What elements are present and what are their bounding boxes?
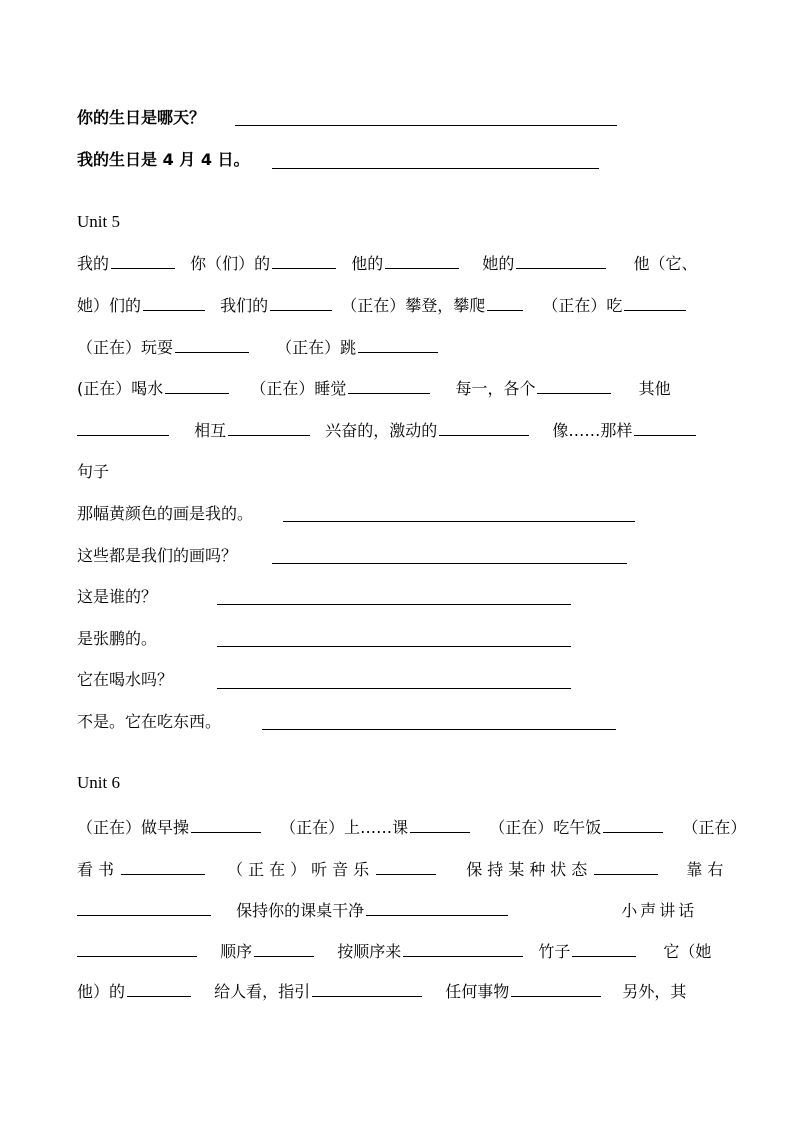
vocab-word: (正在）喝水	[77, 379, 164, 398]
vocab-word: 按顺序来	[337, 942, 402, 961]
answer-blank[interactable]	[439, 421, 529, 436]
sentence-prompt: 这些都是我们的画吗？	[77, 546, 238, 565]
answer-blank[interactable]	[283, 521, 635, 522]
sentence-prompt: 不是。它在吃东西。	[77, 712, 222, 731]
vocab-word: （正在）玩耍	[77, 338, 174, 357]
answer-blank[interactable]	[272, 254, 336, 269]
answer-blank[interactable]	[143, 296, 205, 311]
vocab-word: （正在）吃午饭	[489, 818, 602, 837]
answer-blank[interactable]	[254, 942, 314, 957]
answer-blank[interactable]	[624, 296, 686, 311]
vocab-word: （正在）跳	[276, 338, 357, 357]
vocab-word: （正在）做早操	[77, 818, 190, 837]
sentence-prompt: 是张鹏的。	[77, 629, 158, 648]
answer-blank[interactable]	[121, 860, 205, 875]
answer-blank[interactable]	[217, 688, 571, 689]
vocab-word: 任何事物	[445, 982, 510, 1001]
vocab-word: 她的	[482, 254, 515, 273]
vocab-word: （正在）吃	[542, 296, 623, 315]
vocab-word: （正在）上……课	[280, 818, 409, 837]
sentences-heading: 句子	[77, 462, 110, 481]
vocab-word: 顺序	[220, 942, 253, 961]
answer-blank[interactable]	[175, 338, 249, 353]
sentence-row	[77, 504, 253, 524]
unit5-vocab-row-5	[77, 421, 696, 441]
vocab-word: 相互	[194, 421, 227, 440]
vocab-word: （正在）睡觉	[250, 379, 347, 398]
answer-blank[interactable]	[191, 818, 261, 833]
answer-blank[interactable]	[537, 379, 611, 394]
vocab-word: 兴奋的，激动的	[325, 421, 438, 440]
answer-blank[interactable]	[270, 296, 332, 311]
sentence-prompt: 它在喝水吗？	[77, 670, 174, 689]
answer-blank[interactable]	[217, 646, 571, 647]
unit6-vocab-row-1	[77, 818, 746, 838]
vocab-word: 保持你的课桌干净	[236, 901, 365, 920]
answer-blank[interactable]	[165, 379, 229, 394]
unit5-vocab-row-2	[77, 296, 686, 316]
answer-blank[interactable]	[376, 860, 436, 875]
answer-blank[interactable]	[111, 254, 175, 269]
vocab-word: 像……那样	[552, 421, 633, 440]
vocab-word: 靠右	[686, 860, 729, 879]
sentence-row	[77, 629, 157, 649]
sentence-row	[77, 587, 157, 607]
sentence-row	[77, 670, 173, 690]
answer-blank[interactable]	[403, 942, 523, 957]
answer-blank[interactable]	[312, 982, 422, 997]
unit5-heading: Unit 5	[77, 212, 120, 231]
unit5-vocab-row-3	[77, 338, 438, 358]
sentence-row	[77, 546, 237, 566]
birthday-answer-line	[77, 150, 250, 170]
vocab-word: 看书	[77, 860, 120, 879]
vocab-word: 小声讲话	[621, 901, 698, 920]
answer-blank[interactable]	[272, 563, 627, 564]
answer-blank[interactable]	[262, 729, 616, 730]
vocab-word: 给人看，指引	[214, 982, 311, 1001]
sentence-row	[77, 712, 221, 732]
unit5-vocab-row-4	[77, 379, 671, 399]
answer-blank[interactable]	[217, 604, 571, 605]
unit6-vocab-row-3	[77, 901, 697, 921]
vocab-word: 她）们的	[77, 296, 142, 315]
vocab-word: （正在）攀登，攀爬	[341, 296, 486, 315]
answer-blank[interactable]	[358, 338, 438, 353]
birthday-question-line	[77, 108, 205, 128]
answer-blank[interactable]	[366, 901, 508, 916]
answer-blank[interactable]	[634, 421, 696, 436]
answer-blank[interactable]	[228, 421, 310, 436]
answer-blank[interactable]	[348, 379, 430, 394]
answer-blank[interactable]	[385, 254, 459, 269]
answer-blank[interactable]	[511, 982, 601, 997]
vocab-word: 我的	[77, 254, 110, 273]
answer-blank[interactable]	[235, 125, 617, 126]
answer-blank[interactable]	[77, 421, 169, 436]
birthday-answer: 我的生日是 4 月 4 日。	[77, 150, 250, 169]
unit6-vocab-row-4	[77, 942, 711, 962]
vocab-word: （正在）	[682, 818, 747, 837]
answer-blank[interactable]	[272, 168, 599, 169]
answer-blank[interactable]	[77, 942, 197, 957]
answer-blank[interactable]	[603, 818, 663, 833]
birthday-question: 你的生日是哪天？	[77, 108, 206, 127]
answer-blank[interactable]	[572, 942, 636, 957]
vocab-word: 竹子	[538, 942, 571, 961]
vocab-word: 其他	[638, 379, 671, 398]
unit6-heading: Unit 6	[77, 773, 120, 792]
answer-blank[interactable]	[487, 296, 523, 311]
answer-blank[interactable]	[516, 254, 606, 269]
sentence-prompt: 那幅黄颜色的画是我的。	[77, 504, 254, 523]
vocab-word: （正在）听音乐	[227, 860, 375, 879]
answer-blank[interactable]	[594, 860, 658, 875]
unit5-vocab-row-1	[77, 254, 697, 274]
vocab-word: 我们的	[220, 296, 269, 315]
vocab-word: 他的	[351, 254, 384, 273]
vocab-word: 保持某种状态	[466, 860, 593, 879]
answer-blank[interactable]	[127, 982, 191, 997]
vocab-word: 另外，其	[622, 982, 687, 1001]
unit6-vocab-row-2	[77, 860, 728, 880]
answer-blank[interactable]	[410, 818, 470, 833]
answer-blank[interactable]	[77, 901, 211, 916]
vocab-word: 他（它、	[633, 254, 698, 273]
unit6-vocab-row-5	[77, 982, 686, 1002]
vocab-word: 每一，各个	[455, 379, 536, 398]
vocab-word: 他）的	[77, 982, 126, 1001]
vocab-word: 你（们）的	[190, 254, 271, 273]
vocab-word: 它（她	[663, 942, 712, 961]
sentence-prompt: 这是谁的？	[77, 587, 158, 606]
